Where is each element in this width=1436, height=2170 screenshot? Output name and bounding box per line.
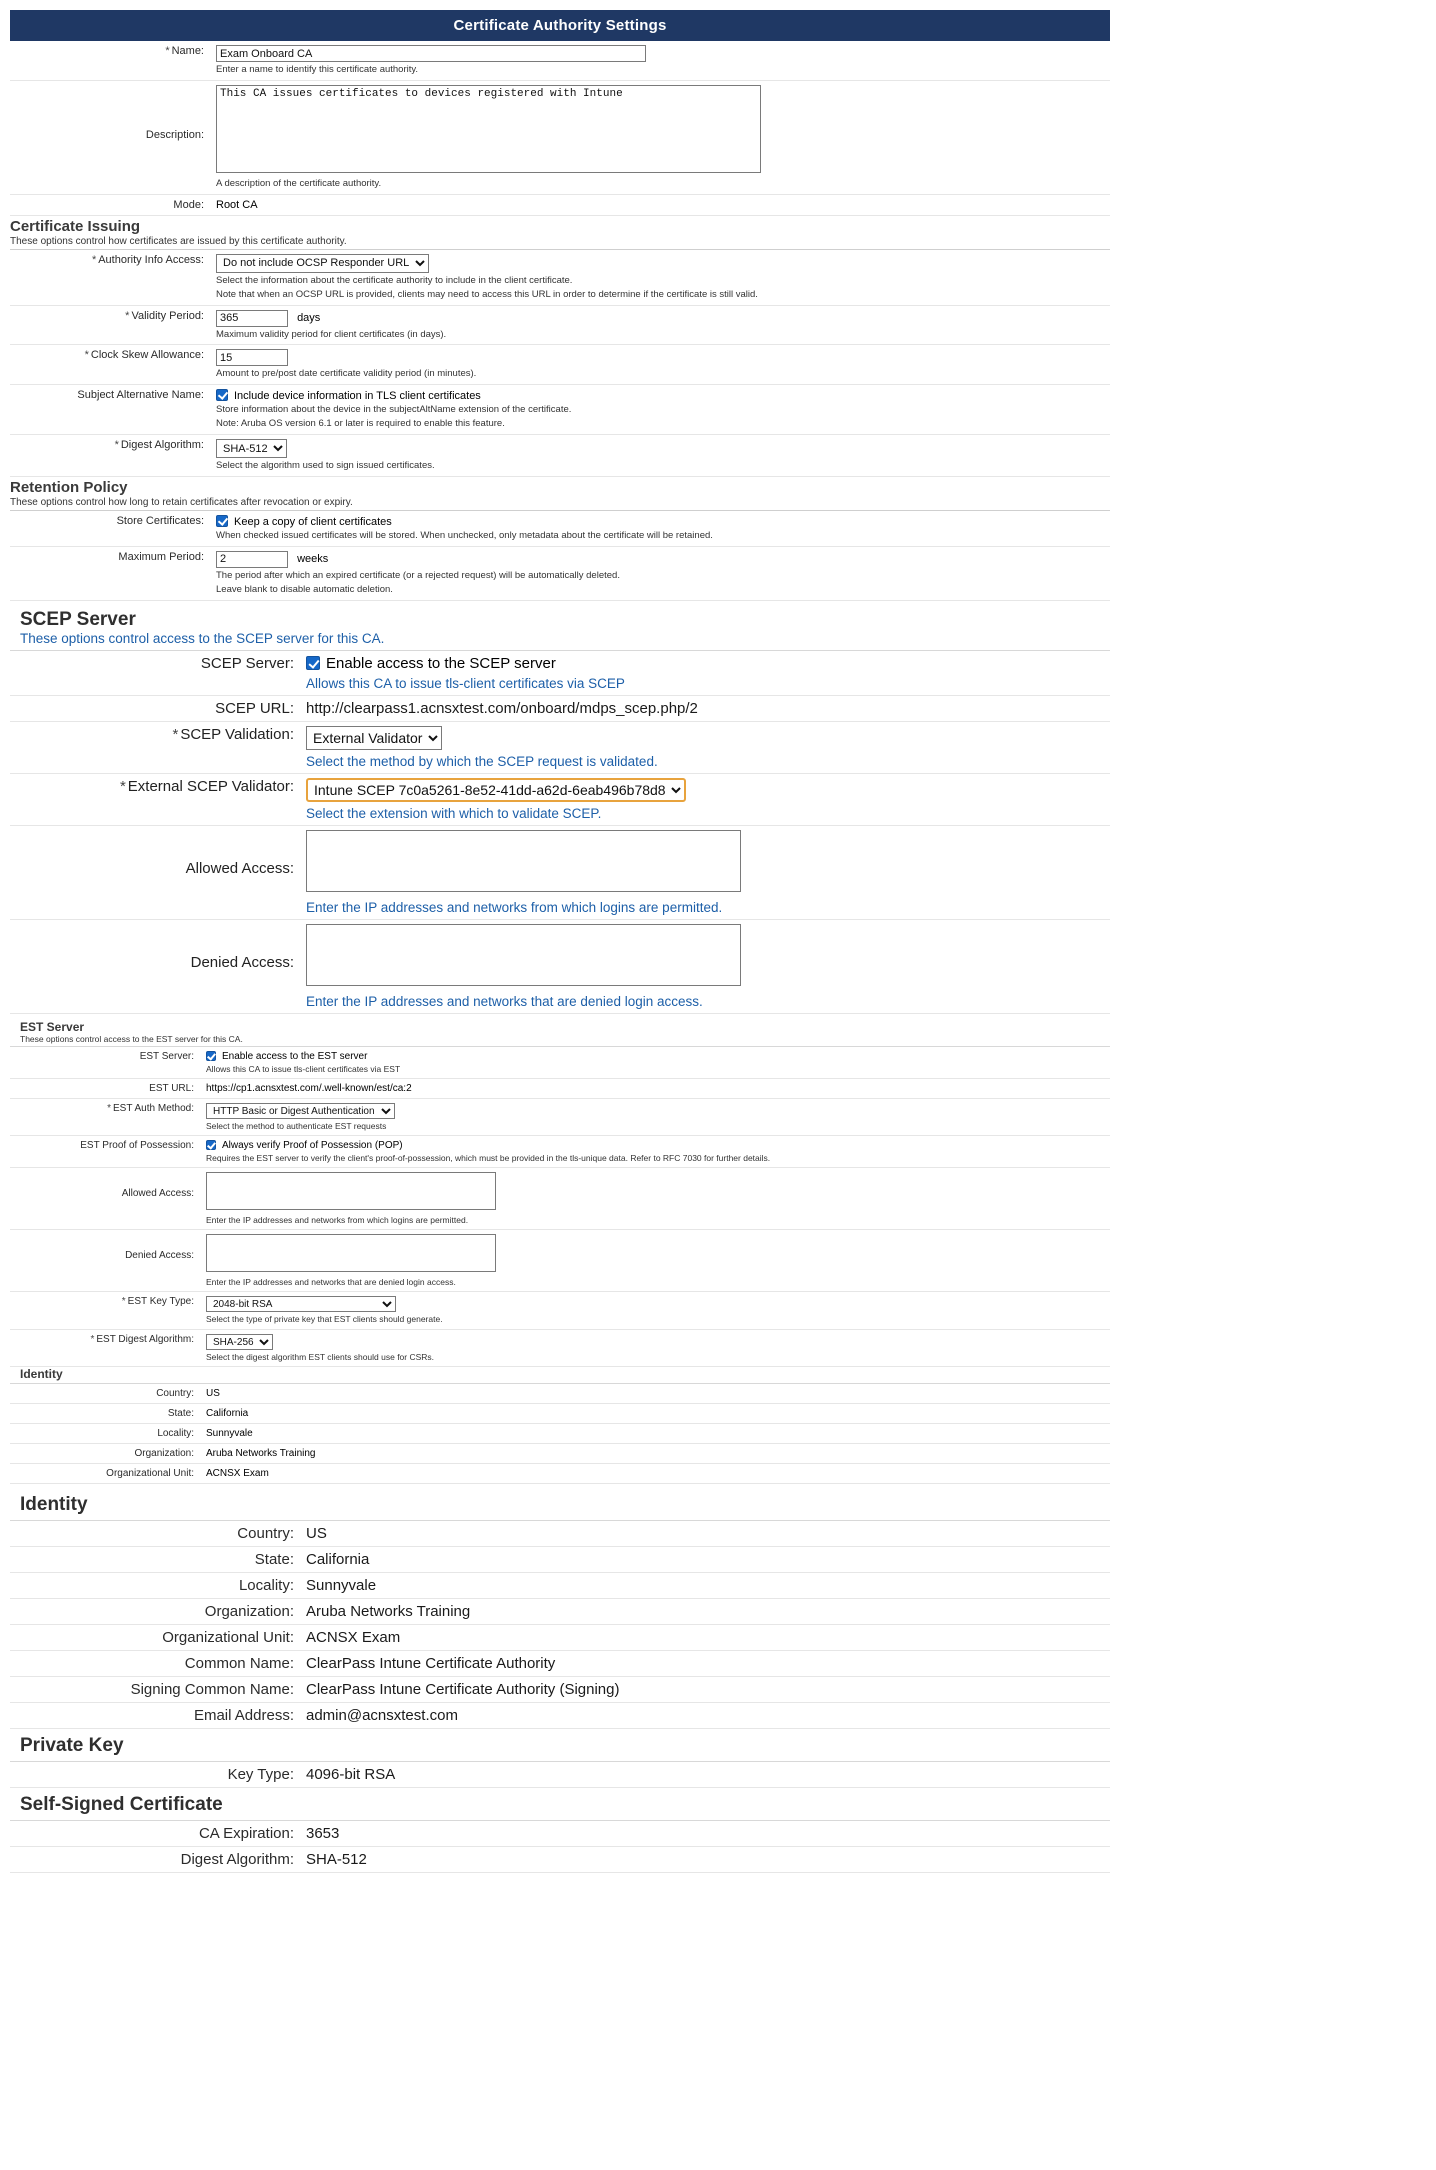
scep-server-label: SCEP Server:: [10, 651, 300, 696]
identity-small-label-3: Organization:: [10, 1443, 200, 1463]
san-hint-2: Note: Aruba OS version 6.1 or later is required to enable this feature.: [216, 418, 505, 430]
est-digest-algorithm-select[interactable]: [206, 1334, 273, 1350]
identity-label-3: Organization:: [10, 1598, 300, 1624]
row-digest-algorithm: * Digest Algorithm: SHA-512 Select the algorithm used to sign issued certificates.: [10, 435, 1110, 477]
max-period-label: Maximum Period:: [10, 546, 210, 600]
table-row: [10, 1546, 1110, 1572]
ca-expiration-value: 3653: [300, 1821, 1110, 1847]
store-checkbox-label: Keep a copy of client certificates: [234, 515, 392, 528]
identity-small-value-1: California: [200, 1403, 1110, 1423]
row-maximum-period: [10, 546, 1110, 600]
store-label: Store Certificates:: [10, 511, 210, 546]
identity-small-value-0: US: [200, 1384, 1110, 1404]
self-signed-heading: Self-Signed Certificate: [10, 1794, 1110, 1821]
private-key-heading: Private Key: [10, 1735, 1110, 1762]
identity-small-label-0: Country:: [10, 1384, 200, 1404]
mode-value: Root CA: [210, 194, 1110, 215]
table-row: [10, 1572, 1110, 1598]
private-key-type-value: 4096-bit RSA: [300, 1762, 1110, 1788]
row-description: [10, 80, 1110, 194]
self-signed-table: [10, 1821, 1110, 1873]
validity-label: Validity Period:: [131, 309, 204, 322]
table-row: [10, 1702, 1110, 1728]
identity-value-4: ACNSX Exam: [300, 1624, 1110, 1650]
max-period-unit: weeks: [297, 553, 329, 566]
scep-denied-label: Denied Access:: [10, 919, 300, 1013]
est-digest-hint: Select the digest algorithm EST clients should use for CSRs.: [206, 1351, 435, 1362]
est-form: [10, 1047, 1110, 1367]
max-period-hint-1: The period after which an expired certificate (or a rejected request) will be automatically deleted.: [216, 569, 620, 581]
table-row: [10, 1384, 1110, 1404]
scep-denied-access-textarea[interactable]: [306, 924, 741, 986]
scep-url-label: SCEP URL:: [10, 695, 300, 721]
scep-enable-hint: Allows this CA to issue tls-client certificates via SCEP: [306, 675, 625, 691]
authority-info-access-select[interactable]: [216, 254, 429, 273]
san-checkbox-label: Include device information in TLS client certificates: [234, 390, 481, 403]
est-denied-label: Denied Access:: [10, 1230, 200, 1292]
table-row: [10, 1650, 1110, 1676]
external-validator-label: External SCEP Validator:: [127, 777, 294, 795]
scep-allowed-access-textarea[interactable]: [306, 830, 741, 892]
identity-value-6: ClearPass Intune Certificate Authority (Signing): [300, 1676, 1110, 1702]
table-row: [10, 1598, 1110, 1624]
row-mode: [10, 194, 1110, 215]
san-checkbox[interactable]: [216, 389, 228, 401]
validity-hint: Maximum validity period for client certificates (in days).: [216, 328, 447, 340]
private-key-type-label: Key Type:: [10, 1762, 300, 1788]
est-denied-hint: Enter the IP addresses and networks that are denied login access.: [206, 1277, 456, 1288]
name-input[interactable]: [216, 45, 646, 62]
est-auth-hint: Select the method to authenticate EST requests: [206, 1120, 387, 1131]
row-authority-info-access: * Authority Info Access: Do not include OCSP Responder URL Select the information about the certificate authority to include in the client certificate. Note that when an OCSP URL is provided, clients may need to access this URL in order to determine if the certificate is still valid.: [10, 250, 1110, 305]
identity-label-0: Country:: [10, 1521, 300, 1547]
row-scep-url: [10, 695, 1110, 721]
est-auth-method-select[interactable]: [206, 1103, 395, 1119]
table-row: [10, 1676, 1110, 1702]
scep-subtitle: These options control access to the SCEP server for this CA.: [10, 631, 1110, 651]
clock-skew-input[interactable]: [216, 349, 288, 366]
identity-small-label-2: Locality:: [10, 1423, 200, 1443]
identity-table: [10, 1521, 1110, 1729]
description-hint: A description of the certificate authority.: [216, 177, 382, 189]
est-pop-checkbox[interactable]: [206, 1140, 216, 1150]
row-ca-expiration: [10, 1821, 1110, 1847]
row-est-pop: [10, 1135, 1110, 1167]
row-scep-server: [10, 651, 1110, 696]
identity-value-7: admin@acnsxtest.com: [300, 1702, 1110, 1728]
scep-heading: SCEP Server: [20, 608, 136, 630]
identity-heading: Identity: [10, 1494, 1110, 1521]
row-est-digest-algorithm: * EST Digest Algorithm: SHA-256 Select the digest algorithm EST clients should use for CSRs.: [10, 1329, 1110, 1366]
est-auth-label: EST Auth Method:: [113, 1102, 194, 1114]
certificate-issuing-form: [10, 250, 1110, 477]
row-self-signed-digest: [10, 1846, 1110, 1872]
retention-policy-subtitle: These options control how long to retain certificates after revocation or expiry.: [10, 497, 1110, 511]
row-external-scep-validator: * External SCEP Validator: Intune SCEP 7c0a5261-8e52-41dd-a62d-6eab496b78d8 Select the extension with which to validate SCEP.: [10, 773, 1110, 825]
row-name: [10, 41, 1110, 80]
ca-basic-form: [10, 41, 1110, 216]
est-allowed-access-textarea[interactable]: [206, 1172, 496, 1210]
required-marker: *: [165, 45, 170, 57]
scep-server-section: [10, 609, 1110, 1014]
identity-label-4: Organizational Unit:: [10, 1624, 300, 1650]
retention-policy-heading: Retention Policy: [10, 478, 128, 496]
identity-small-value-4: ACNSX Exam: [200, 1463, 1110, 1483]
identity-small-value-2: Sunnyvale: [200, 1423, 1110, 1443]
est-enable-label: Enable access to the EST server: [222, 1050, 368, 1062]
scep-validation-select[interactable]: [306, 726, 442, 750]
est-key-type-select[interactable]: [206, 1296, 396, 1312]
row-est-allowed-access: [10, 1168, 1110, 1230]
row-clock-skew: * Clock Skew Allowance: 15 Amount to pre/post date certificate validity period (in minutes).: [10, 345, 1110, 385]
ca-expiration-label: CA Expiration:: [10, 1821, 300, 1847]
row-est-url: [10, 1078, 1110, 1098]
description-textarea[interactable]: [216, 85, 761, 173]
row-scep-validation: * SCEP Validation: External Validator Select the method by which the SCEP request is validated.: [10, 721, 1110, 773]
aia-hint-1: Select the information about the certificate authority to include in the client certificate.: [216, 274, 573, 286]
scep-enable-checkbox[interactable]: [306, 656, 320, 670]
identity-value-1: California: [300, 1546, 1110, 1572]
est-heading: EST Server: [20, 1019, 85, 1034]
est-subtitle: These options control access to the EST server for this CA.: [10, 1034, 1110, 1047]
identity-label-1: State:: [10, 1546, 300, 1572]
scep-enable-label: Enable access to the SCEP server: [326, 654, 556, 672]
certificate-issuing-subtitle: These options control how certificates are issued by this certificate authority.: [10, 236, 1110, 250]
identity-value-0: US: [300, 1521, 1110, 1547]
table-row: [10, 1624, 1110, 1650]
table-row: [10, 1423, 1110, 1443]
digest-label: Digest Algorithm:: [120, 439, 204, 451]
row-est-key-type: * EST Key Type: 2048-bit RSA Select the type of private key that EST clients should generate.: [10, 1292, 1110, 1329]
est-keytype-hint: Select the type of private key that EST clients should generate.: [206, 1314, 443, 1325]
private-key-table: [10, 1762, 1110, 1788]
row-scep-denied-access: [10, 919, 1110, 1013]
validity-unit: days: [297, 312, 321, 324]
store-certificates-checkbox[interactable]: [216, 515, 228, 527]
identity-small-heading: Identity: [10, 1367, 1110, 1384]
aia-label: Authority Info Access:: [98, 253, 204, 266]
row-est-server: [10, 1047, 1110, 1079]
identity-small-value-3: Aruba Networks Training: [200, 1443, 1110, 1463]
identity-label-7: Email Address:: [10, 1702, 300, 1728]
table-row: [10, 1521, 1110, 1547]
scep-url-value: http://clearpass1.acnsxtest.com/onboard/mdps_scep.php/2: [300, 695, 1110, 721]
external-validator-hint: Select the extension with which to validate SCEP.: [306, 805, 602, 821]
aia-hint-2: Note that when an OCSP URL is provided, clients may need to access this URL in order to determine if the certificate is still valid.: [216, 288, 758, 300]
row-subject-alt-name: [10, 385, 1110, 435]
est-enable-checkbox[interactable]: [206, 1051, 216, 1061]
identity-label-6: Signing Common Name:: [10, 1676, 300, 1702]
window-title: Certificate Authority Settings: [10, 10, 1110, 41]
identity-label-2: Locality:: [10, 1572, 300, 1598]
row-est-auth-method: * EST Auth Method: HTTP Basic or Digest Authentication Select the method to authenticate EST requests: [10, 1098, 1110, 1135]
self-signed-digest-label: Digest Algorithm:: [10, 1846, 300, 1872]
row-validity-period: * Validity Period: 365 days Maximum validity period for client certificates (in days).: [10, 305, 1110, 345]
est-digest-label: EST Digest Algorithm:: [96, 1333, 194, 1345]
certificate-issuing-heading: Certificate Issuing: [10, 217, 141, 235]
identity-small-label-1: State:: [10, 1403, 200, 1423]
row-store-certificates: [10, 511, 1110, 546]
est-url-label: EST URL:: [10, 1078, 200, 1098]
scep-denied-hint: Enter the IP addresses and networks that are denied login access.: [306, 993, 703, 1009]
est-allowed-label: Allowed Access:: [10, 1168, 200, 1230]
est-denied-access-textarea[interactable]: [206, 1234, 496, 1272]
mode-label: Mode:: [10, 194, 210, 215]
est-pop-label: EST Proof of Possession:: [10, 1135, 200, 1167]
clock-skew-hint: Amount to pre/post date certificate validity period (in minutes).: [216, 368, 477, 380]
table-row: [10, 1403, 1110, 1423]
identity-small-label-4: Organizational Unit:: [10, 1463, 200, 1483]
row-est-denied-access: [10, 1230, 1110, 1292]
maximum-period-input[interactable]: [216, 551, 288, 568]
est-pop-hint: Requires the EST server to verify the client's proof-of-possession, which must be provided in the tls-unique data. Refer to RFC 7030 for further details.: [206, 1152, 771, 1163]
max-period-hint-2: Leave blank to disable automatic deletion.: [216, 583, 393, 595]
description-label: Description:: [10, 80, 210, 194]
name-label: * Name:: [10, 41, 210, 80]
scep-validation-hint: Select the method by which the SCEP request is validated.: [306, 753, 658, 769]
identity-value-2: Sunnyvale: [300, 1572, 1110, 1598]
table-row: [10, 1463, 1110, 1483]
est-url-value: https://cp1.acnsxtest.com/.well-known/est/ca:2: [200, 1078, 1110, 1098]
identity-section: [10, 1494, 1110, 1873]
est-pop-checkbox-label: Always verify Proof of Possession (POP): [222, 1139, 403, 1151]
store-hint: When checked issued certificates will be stored. When unchecked, only metadata about the certificate will be retained.: [216, 529, 713, 541]
scep-validation-label: SCEP Validation:: [180, 725, 294, 743]
external-scep-validator-select[interactable]: [306, 778, 686, 802]
san-label: Subject Alternative Name:: [10, 385, 210, 435]
name-hint: Enter a name to identify this certificate authority.: [216, 64, 419, 75]
validity-period-input[interactable]: [216, 310, 288, 327]
identity-value-5: ClearPass Intune Certificate Authority: [300, 1650, 1110, 1676]
scep-allowed-hint: Enter the IP addresses and networks from which logins are permitted.: [306, 899, 723, 915]
identity-small-table: [10, 1384, 1110, 1484]
self-signed-digest-value: SHA-512: [300, 1846, 1110, 1872]
scep-allowed-label: Allowed Access:: [10, 825, 300, 919]
digest-hint: Select the algorithm used to sign issued certificates.: [216, 460, 435, 471]
est-keytype-label: EST Key Type:: [127, 1296, 194, 1308]
row-scep-allowed-access: [10, 825, 1110, 919]
est-allowed-hint: Enter the IP addresses and networks from which logins are permitted.: [206, 1215, 469, 1226]
identity-label-5: Common Name:: [10, 1650, 300, 1676]
table-row: [10, 1443, 1110, 1463]
clock-skew-label: Clock Skew Allowance:: [90, 349, 204, 362]
digest-algorithm-select[interactable]: [216, 439, 287, 458]
retention-policy-form: [10, 511, 1110, 601]
est-enable-hint: Allows this CA to issue tls-client certificates via EST: [206, 1063, 401, 1074]
scep-form: [10, 651, 1110, 1014]
identity-value-3: Aruba Networks Training: [300, 1598, 1110, 1624]
est-server-label: EST Server:: [10, 1047, 200, 1079]
row-key-type: [10, 1762, 1110, 1788]
san-hint-1: Store information about the device in the subjectAltName extension of the certificate.: [216, 404, 572, 416]
est-server-section: [10, 1020, 1110, 1484]
